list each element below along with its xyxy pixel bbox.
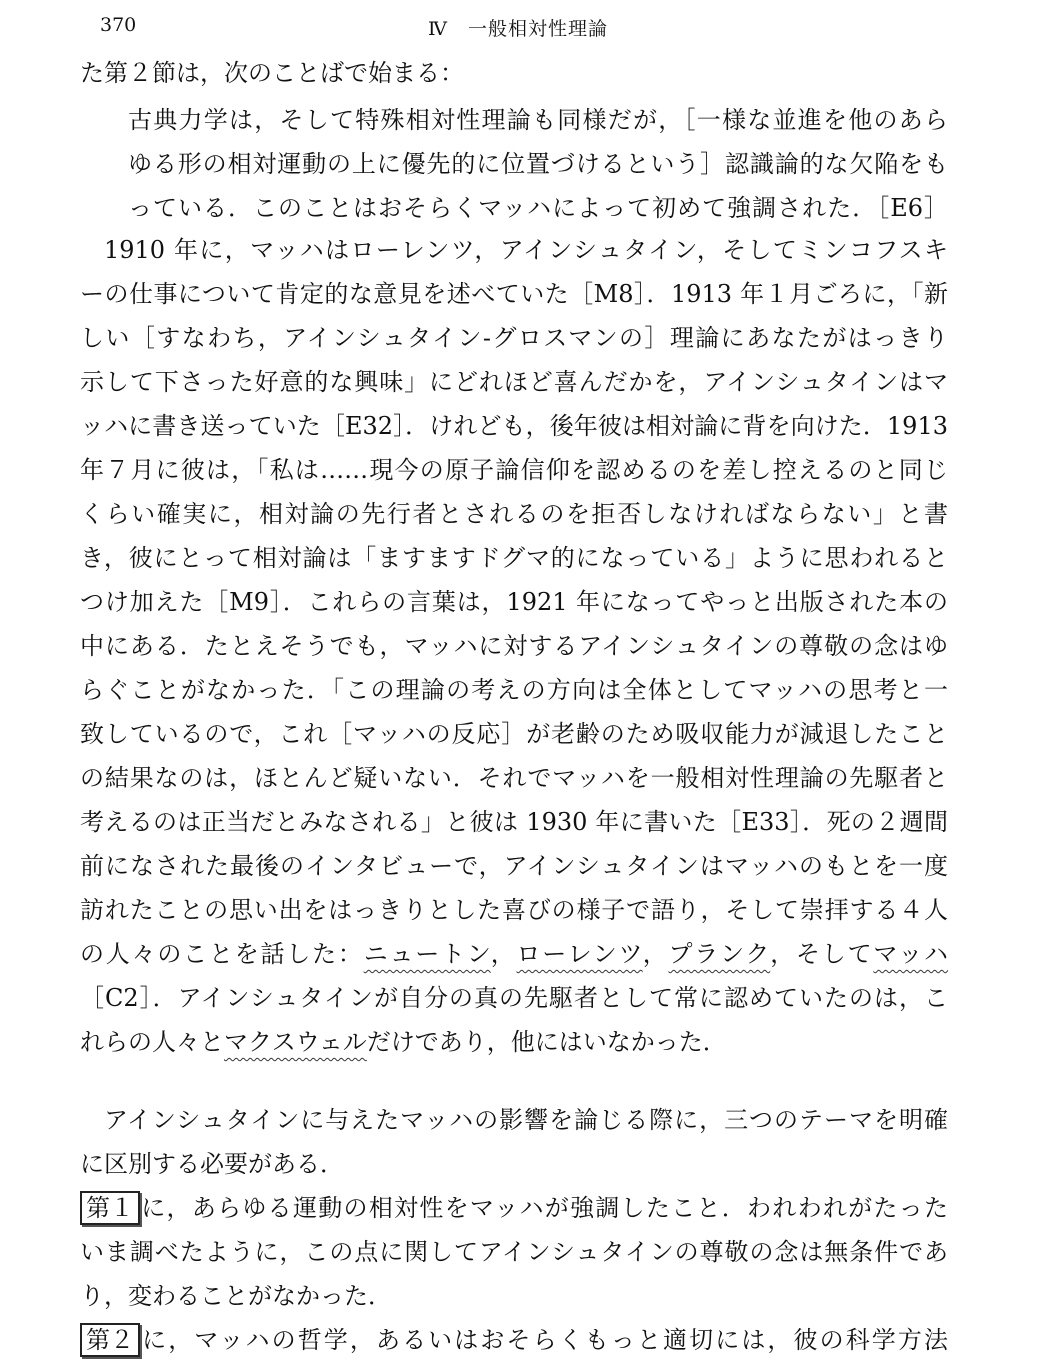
- body-line: いま調べたように，この点に関してアインシュタインの尊敬の念は無条件であ: [80, 1238, 948, 1266]
- name-mach: マッハ: [873, 940, 949, 968]
- body-line-maxwell: [80, 1022, 948, 1062]
- body-line: 致しているので，これ［マッハの反応］が老齢のため吸収能力が減退したこと: [80, 720, 948, 748]
- name-lorentz: ローレンツ: [516, 940, 643, 968]
- body-line: 訪れたことの思い出をはっきりとした喜びの様子で語り，そして崇拝する４人: [80, 896, 948, 924]
- body-line: き，彼にとって相対論は「ますますドグマ的になっている」ように思われると: [80, 544, 948, 572]
- body-line: らぐことがなかった．「この理論の考えの方向は全体としてマッハの思考と一: [80, 676, 948, 704]
- names-prefix: の人々のことを話した：: [80, 940, 364, 968]
- body-line: 1910 年に，マッハはローレンツ，アインシュタイン，そしてミンコフスキ: [104, 236, 948, 264]
- body-line: ［C2］．アインシュタインが自分の真の先駆者として常に認めていたのは，こ: [80, 984, 948, 1012]
- body-line: 中にある．たとえそうでも，マッハに対するアインシュタインの尊敬の念はゆ: [80, 632, 948, 660]
- quote-line: ゆる形の相対運動の上に優先的に位置づけるという］認識論的な欠陥をも: [128, 150, 948, 178]
- body-line: 前になされた最後のインタビューで，アインシュタインはマッハのもとを一度: [80, 852, 948, 880]
- point2-text: に，マッハの哲学，あるいはおそらくもっと適切には，彼の科学方法: [140, 1326, 948, 1354]
- quote-line: っている．このことはおそらくマッハによって初めて強調された．［E6］: [128, 194, 948, 222]
- body-line: くらい確実に，相対論の先行者とされるのを拒否しなければならない」と書: [80, 500, 948, 528]
- point1-label-box: 第１: [80, 1191, 140, 1225]
- point2-label-box: 第２: [80, 1323, 140, 1357]
- body-line-names: [80, 934, 948, 974]
- body-line: り，変わることがなかった．: [80, 1282, 392, 1310]
- quote-line: 古典力学は，そして特殊相対性理論も同様だが，［一様な並進を他のあら: [128, 106, 948, 134]
- name-planck: プランク: [668, 940, 771, 968]
- intro-line: た第２節は，次のことばで始まる：: [80, 59, 464, 87]
- body-line: ッハに書き送っていた［E32］．けれども，後年彼は相対論に背を向けた．1913: [80, 412, 948, 440]
- separator-and: ，そして: [770, 940, 874, 968]
- separator: ，: [490, 940, 517, 968]
- name-newton: ニュートン: [363, 940, 491, 968]
- body-line: 示して下さった好意的な興味」にどれほど喜んだかを，アインシュタインはマ: [80, 368, 948, 396]
- separator: ，: [642, 940, 669, 968]
- point1-text: に，あらゆる運動の相対性をマッハが強調したこと．われわれがたった: [140, 1194, 948, 1222]
- name-maxwell: マクスウェル: [224, 1028, 367, 1056]
- point1-first-line: [80, 1188, 948, 1228]
- page-number: 370: [100, 14, 137, 36]
- maxwell-prefix: れらの人々と: [80, 1028, 224, 1056]
- running-title: Ⅳ 一般相対性理論: [428, 18, 608, 40]
- page-header: [0, 12, 1037, 42]
- maxwell-suffix: だけであり，他にはいなかった．: [366, 1028, 727, 1056]
- point2-first-line: [80, 1320, 948, 1360]
- body-line: 年７月に彼は，「私は……現今の原子論信仰を認めるのを差し控えるのと同じ: [80, 456, 948, 484]
- body-line: 考えるのは正当だとみなされる」と彼は 1930 年に書いた［E33］．死の２週間: [80, 808, 948, 836]
- body-line: アインシュタインに与えたマッハの影響を論じる際に，三つのテーマを明確: [104, 1106, 948, 1134]
- body-line: しい［すなわち，アインシュタイン-グロスマンの］理論にあなたがはっきり: [80, 324, 948, 352]
- body-line: つけ加えた［M9］．これらの言葉は，1921 年になってやっと出版された本の: [80, 588, 948, 616]
- body-line: の結果なのは，ほとんど疑いない．それでマッハを一般相対性理論の先駆者と: [80, 764, 948, 792]
- body-line: に区別する必要がある．: [80, 1150, 344, 1178]
- body-line: ーの仕事について肯定的な意見を述べていた［M8］．1913 年１月ごろに，「新: [80, 280, 948, 308]
